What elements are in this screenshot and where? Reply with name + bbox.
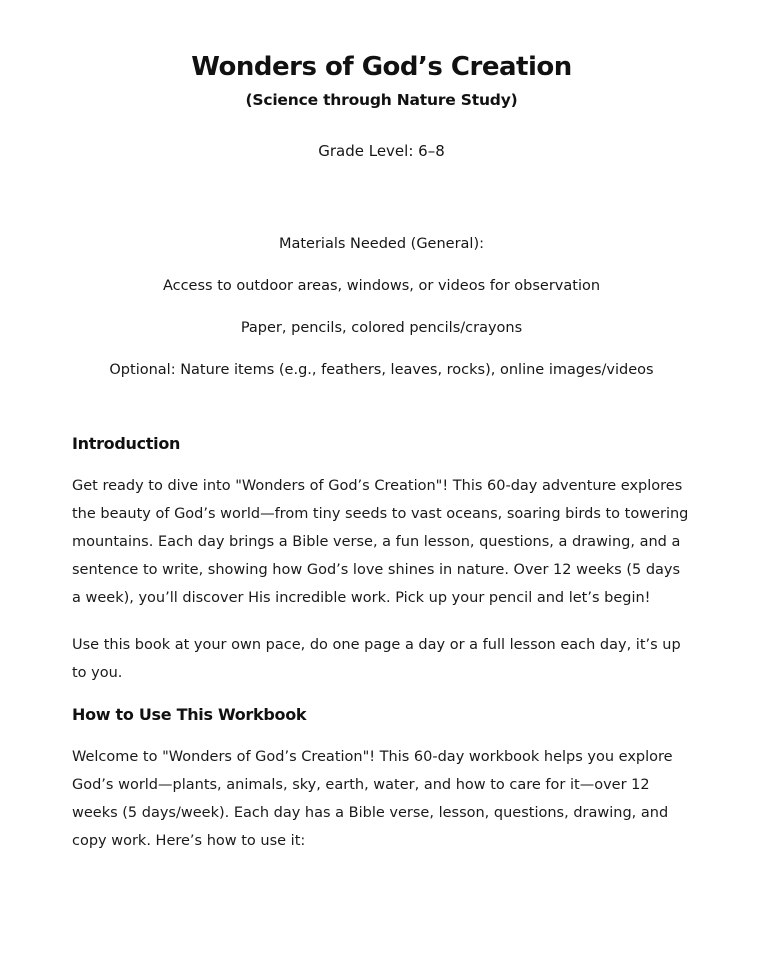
- materials-heading: Materials Needed (General):: [278, 236, 485, 252]
- materials-item-optional: Optional: Nature items (e.g., feathers, leaves, rocks), online images/videos: [109, 362, 654, 378]
- how-to-use-paragraph-1: Welcome to "Wonders of God’s Creation"! This 60-day workbook helps you explore God’s world—plants, animals, sky, earth, water, and how to care for it—over 12 weeks (5 days/week). Each day has a Bible verse, lesson, questions, drawing, and copy work. Here’s how to use it:: [72, 749, 673, 849]
- section-heading-how-to-use: How to Use This Workbook: [72, 705, 307, 724]
- introduction-paragraph-2: Use this book at your own pace, do one page a day or a full lesson each day, it’s up to you.: [72, 637, 681, 681]
- document-subtitle: (Science through Nature Study): [245, 91, 518, 109]
- introduction-paragraph-1: Get ready to dive into "Wonders of God’s Creation"! This 60-day adventure explores the beauty of God’s world—from tiny seeds to vast oceans, soaring birds to towering mountains. Each day brings a Bible verse, a fun lesson, questions, a drawing, and a sentence to write, showing how God’s love shines in nature. Over 12 weeks (5 days a week), you’ll discover His incredible work. Pick up your pencil and let’s begin!: [72, 478, 689, 606]
- materials-item-observation: Access to outdoor areas, windows, or videos for observation: [162, 278, 601, 294]
- document-title: Wonders of God’s Creation: [191, 52, 572, 82]
- materials-item-paper-pencils: Paper, pencils, colored pencils/crayons: [240, 320, 523, 336]
- section-heading-introduction: Introduction: [72, 434, 181, 453]
- grade-level-text: Grade Level: 6–8: [318, 142, 445, 160]
